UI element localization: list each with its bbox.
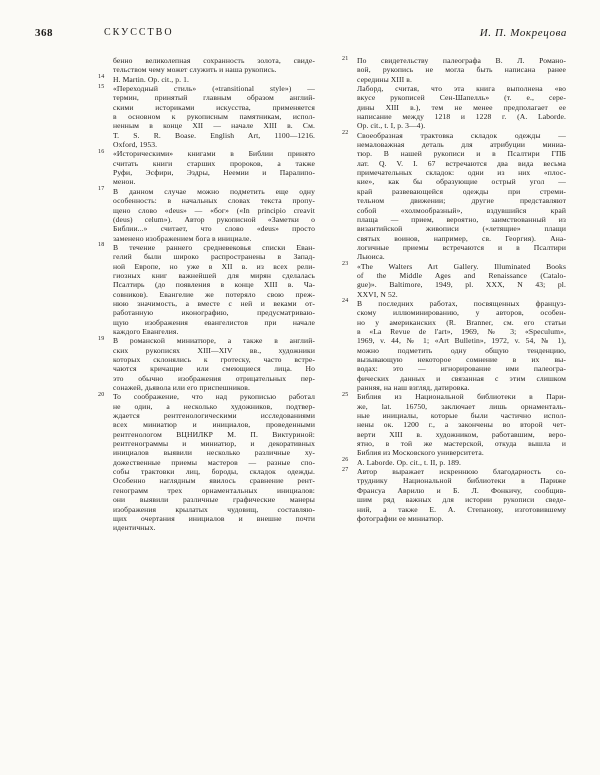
footnote-line: гиозных книг важнейшей для мирян сделалась: [113, 270, 315, 280]
right-column: [342, 55, 566, 523]
footnote-line: Своеобразная трактовка складок одежды —: [357, 130, 566, 140]
footnote-line: сонажей, дьявола или его приспешников.: [113, 383, 250, 393]
footnote-15: [98, 83, 315, 150]
footnote-line: T. S. R. Boase. English Art, 1100—1216.: [113, 130, 315, 140]
footnote-line: труднику Национальной библиотеки в Париже: [357, 476, 566, 486]
footnote-line: скому иллюминированию, у авторов, особен-: [357, 308, 566, 318]
page-number: 368: [35, 27, 53, 39]
footnote-line: «The Walters Art Gallery. Illuminated Books: [357, 261, 566, 271]
footnote-20: [98, 391, 315, 533]
footnote-line: Псалтирь (до появления в конце XIII в. Ча-: [113, 280, 315, 290]
footnote-line: в основном к рукописным памятникам, испол-: [113, 112, 315, 122]
footnote-line: вызывающую некоторое сомнение в их вы-: [357, 355, 566, 364]
footnote-number: 20: [98, 391, 105, 398]
footnote-number: 14: [98, 74, 105, 81]
footnote-line: рентгенограммы и миниатюр, и декоративных: [113, 439, 315, 449]
footnote-line: не один, а несколько художников, подтвер-: [113, 401, 315, 411]
footnote-line: Особенно наглядным явилось сравнение рент-: [113, 476, 315, 486]
footnote-number: 26: [342, 457, 349, 464]
footnote-line: скими историками искусства, применяется: [113, 102, 315, 112]
footnote-line: Автор выражает искреннюю благодарность со-: [357, 467, 566, 477]
footnote-line: Франсуа Аврилю и Б. Л. Фонкичу, сообщив-: [357, 485, 566, 495]
footnote-line: Библия из Московского университета.: [357, 448, 484, 458]
footnote-line: нены ок. 1200 г., а закончены во второй чет-: [357, 420, 566, 430]
footnote-number: 19: [98, 335, 105, 342]
footnote-19: [98, 335, 315, 393]
footnote-line: считать книги старших пророков, а также: [113, 158, 315, 168]
left-column: [98, 56, 315, 533]
footnote-line: тюр. В нашей рукописи и в Псалтири ГПБ: [357, 149, 566, 159]
footnote-number: 23: [342, 261, 349, 268]
footnote-line: ждается рентгенологическими исследованиями: [113, 411, 315, 421]
footnote-line: работанную иконографию, предусматриваю-: [113, 308, 315, 318]
footnote-line: gue)». Baltimore, 1949, pl. XXX, N 43; pl.: [357, 280, 566, 290]
footnote-line: каждого Евангелия.: [113, 326, 179, 336]
footnote-number: 15: [98, 83, 105, 90]
footnote-21: [342, 55, 566, 131]
footnote-line: Библия из Национальной библиотеки в Пари-: [357, 392, 566, 402]
footnote-line: То соображение, что над рукописью работал: [113, 392, 315, 402]
running-title: СКУССТВО: [104, 27, 174, 38]
footnote-number: 18: [98, 242, 105, 249]
footnote-25: [342, 391, 566, 458]
footnote-line: край развевающейся одежды при стреми-: [357, 186, 566, 196]
footnote-line: дины XIII в.), тем не менее предполагает ее: [357, 102, 566, 112]
footnote-line: щено слово «deus» — «бог» («In principio creavit: [113, 205, 315, 215]
footnote-line: (deus) celum»). Автор рукописной «Заметки о: [113, 214, 315, 224]
footnote-17: [98, 186, 315, 243]
footnote-16: [98, 148, 315, 187]
footnote-26: [342, 457, 566, 467]
footnote-number: 22: [342, 130, 349, 137]
footnote-line: инициалов выявили несколько различные ху-: [113, 448, 315, 458]
footnote-line: Руфи, Эсфири, Эздры, Неемии и Паралипо-: [113, 168, 315, 178]
footnote-line: водах: это — игнорирование ими палеогра-: [357, 364, 566, 374]
footnote-line: заменено изображением бога в инициале.: [113, 233, 252, 243]
footnote-line: «Переходный стиль» («transitional style») —: [113, 84, 315, 94]
footnote-line: ранняя, на наш взгляд, датировка.: [357, 383, 470, 393]
footnote-line: немаловажная деталь для атрибуции миниа-: [357, 140, 566, 150]
footnote-line: тельством чему может служить и наша рукопись.: [113, 65, 277, 75]
footnote-line: это обычно изображения отрицательных пер-: [113, 373, 315, 383]
footnote-line: По свидетельству палеографа В. Л. Романо-: [357, 56, 566, 65]
footnote-line: святых воинов, например, св. Георгия). Ана-: [357, 233, 566, 243]
footnote-line: в «La Revue de l'art», 1969, № 3; «Speculum»,: [357, 326, 566, 336]
footnote-line: рентгенологом ВЦНИЛКР М. П. Виктуриной:: [113, 429, 315, 439]
footnote-line: дожественные приемы мастеров — разные спо-: [113, 457, 315, 467]
footnote-line: вкусе рукописей Сен-Шапелль» (т. е., сере-: [357, 93, 566, 103]
footnote-line: шим ряд важных для истории рукописи сведе-: [357, 495, 566, 505]
footnote-27: [342, 466, 566, 523]
footnote-line: всех миниатюр и инициалов, проведенными: [113, 420, 315, 430]
footnote-line: собой «холмообразный», вздувшийся край: [357, 205, 566, 215]
author-name: И. П. Мокрецова: [479, 27, 567, 39]
footnote-line: плаща — прием, вероятно, заимствованный из: [357, 214, 566, 224]
footnote-line: которых склонялись к гротеску, часто встре-: [113, 355, 315, 364]
footnote-line: Библии...» считает, что слово «deus» просто: [113, 224, 315, 234]
footnote-number: 27: [342, 466, 349, 473]
footnote-line: написание между 1218 и 1228 г. (A. Laborde.: [357, 112, 566, 122]
footnote-line: верти XIII в. художником, работавшим, веро-: [357, 429, 566, 439]
footnote-number: 21: [342, 55, 349, 62]
footnote-line: же, lat. 16750, заключает лишь орнаменталь-: [357, 401, 566, 411]
footnote-line: логичные приемы встречаются и в Псалтири: [357, 242, 566, 252]
footnote-line: ятно, в той же мастерской, откуда вышла и: [357, 439, 566, 449]
footnote-line: ные инициалы, которые были частично испол-: [357, 411, 566, 421]
footnote-line: фотографии ее миниатюр.: [357, 513, 444, 523]
footnote-line: но у американских (R. Branner, см. его статьи: [357, 317, 566, 327]
footnote-14: [98, 74, 315, 84]
footnote-line: of the Middle Ages and Renaissance (Catalo-: [357, 270, 566, 280]
footnote-line: щих очертания инициалов и внешне почти: [113, 513, 315, 523]
footnote-line: вой, рукопись не могла быть написана ранее: [357, 65, 566, 75]
footnote-line: Льюиса.: [357, 252, 385, 262]
footnote-line: идентичных.: [113, 523, 156, 533]
footnote-line: чаются кричащие или смеющиеся лица. Но: [113, 364, 315, 374]
footnote-line: византийской живописи («летящие» плащи: [357, 224, 566, 234]
footnote-line: середины XIII в.: [357, 74, 412, 84]
footnote-line: В последних работах, посвященных француз-: [357, 298, 566, 308]
footnote-line: гелий были широко распространены в Запад-: [113, 252, 315, 262]
footnote-line: ний, а также Е. А. Степанову, изготовившему: [357, 504, 566, 514]
footnote-number: 17: [98, 186, 105, 193]
footnote-line: XXVI, N 52.: [357, 289, 398, 299]
footnote-line: Oxford, 1953.: [113, 140, 158, 150]
footnote-line: щую изображения евангелистов при начале: [113, 317, 315, 327]
footnote-line: ненным в конце XII — начале XIII в. См.: [113, 121, 315, 131]
footnote-22: [342, 130, 566, 262]
footnote-line: Лаборд, считая, что эта книга выполнена «во: [357, 84, 566, 94]
footnote-line: тельном движении; другие представляют: [357, 196, 566, 206]
footnote-23: [342, 261, 566, 299]
footnote-line: изображения крылатых чудовищ, составляю-: [113, 504, 315, 514]
footnote-line: A. Laborde. Op. cit., t. II, p. 189.: [357, 457, 461, 467]
footnote-line: примечательных складок: одни из них «плос-: [357, 168, 566, 178]
footnote-line: Op. cit., t. I, p. 3—4).: [357, 121, 426, 131]
footnote-line: можно подметить одну общую тенденцию,: [357, 345, 566, 355]
footnote-line: лат. Q. V. I. 67 встречаются два вида весьма: [357, 158, 566, 168]
footnote-line: особенность: в начальных словах текста пропу-: [113, 196, 315, 206]
footnote-line: фических данных и связанная с этим слишком: [357, 373, 566, 383]
footnote-line: H. Martin. Op. cit., p. 1.: [113, 74, 189, 84]
footnote-line: генограмм трех орнаментальных инициалов:: [113, 485, 315, 495]
footnote-line: нюю значимость, а вместе с ней и веками от-: [113, 298, 315, 308]
footnote-line: они выявили различные графические манеры: [113, 495, 315, 505]
footnote-line: В течение раннего средневековья списки Еван-: [113, 242, 315, 252]
footnote-18: [98, 242, 315, 336]
footnote-line: В романской миниатюре, а также в англий-: [113, 336, 315, 346]
footnote-line: термин, принятый главным образом англий-: [113, 93, 315, 103]
footnote-24: [342, 298, 566, 393]
footnote-line: бенно великолепная сохранность золота, свиде-: [113, 56, 315, 65]
footnote-line: менон.: [113, 177, 136, 187]
footnote-number: 16: [98, 148, 105, 155]
footnote-line: 1969, v. 44, № 1; «Art Bulletin», 1972, v. 54, № 1),: [357, 336, 566, 346]
footnote-line: ских рукописях XIII—XIV вв., художники: [113, 345, 315, 355]
footnote-line: ной Европе, но уже в XII в. из всех рели-: [113, 261, 315, 271]
footnote-line: В данном случае можно подметить еще одну: [113, 186, 315, 196]
footnote-number: 24: [342, 298, 349, 305]
footnote-line: собы трактовки лиц, бороды, складок одежды.: [113, 467, 315, 477]
footnote-line: «Историческими» книгами в Библии принято: [113, 149, 315, 159]
footnote-line: совников). Евангелие же потеряло свою преж-: [113, 289, 315, 299]
footnote-number: 25: [342, 391, 349, 398]
footnote-continuation: [113, 56, 315, 75]
footnote-line: кие», как бы образующие острый угол —: [357, 177, 566, 187]
